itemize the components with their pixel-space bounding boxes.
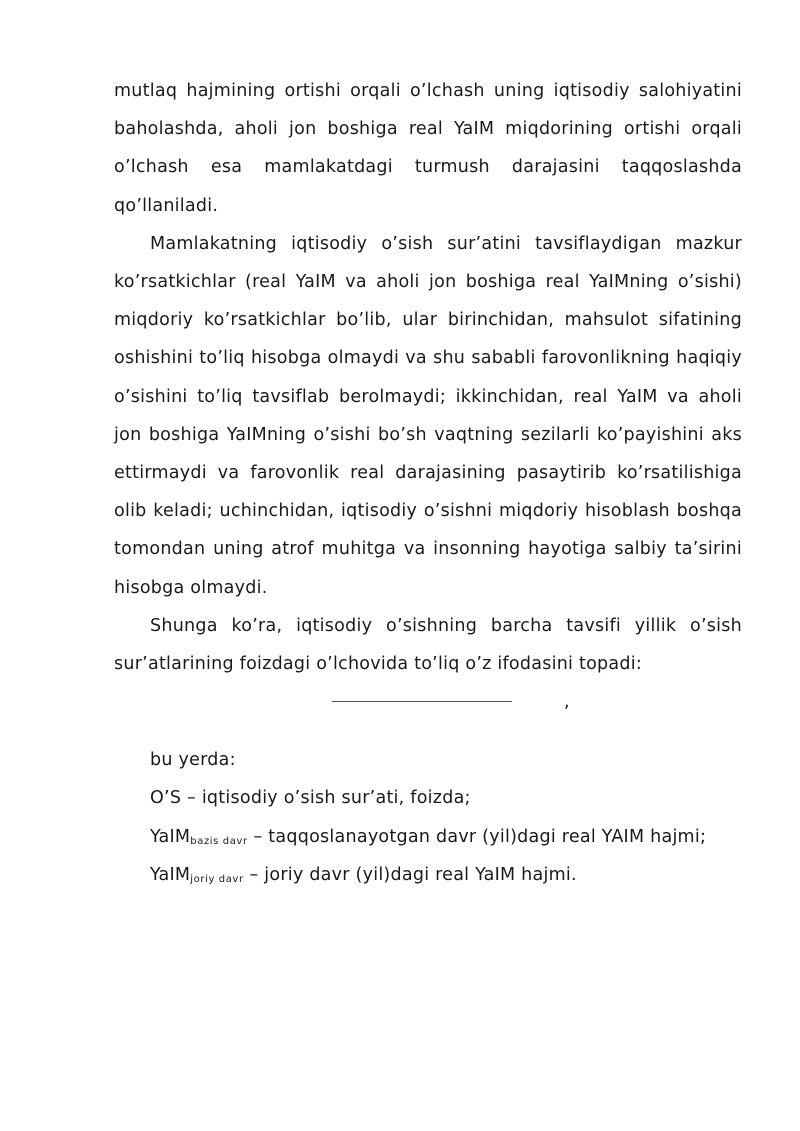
paragraph-indicators: Mamlakatning iqtisodiy o’sish sur’atini tavsiflaydigan mazkur ko’rsatkichlar (real YaIM va aholi jon boshiga real YaIMning o’sishi) miqdoriy ko’rsatkichlar bo’lib, ular birinchidan, mahsulot sifatining oshishini to’liq hisobga olmaydi va shu sababli farovonlikning haqiqiy o’sishini to’liq tavsiflab berolmaydi; ikkinchidan, real YaIM va aholi jon boshiga YaIMning o’sishi bo’sh vaqtning sezilarli ko’payishini aks ettirmaydi va farovonlik real darajasining pasaytirib ko’rsatilishiga olib keladi; uchinchidan, iqtisodiy o’sishni miqdoriy hisoblash boshqa tomondan uning atrof muhitga va insonning hayotiga salbiy ta’sirini hisobga olmaydi. — [114, 233, 742, 598]
description-current-gdp: – joriy davr (yil)dagi real YaIM hajmi. — [243, 864, 577, 885]
term-current-gdp: YaIM — [150, 864, 191, 885]
formula-block — [114, 683, 742, 741]
fraction-line — [332, 701, 512, 702]
formula-comma: , — [564, 692, 570, 713]
definitions-intro: bu yerda: — [150, 750, 236, 771]
definition-base-gdp — [114, 818, 742, 856]
term-base-gdp: YaIM — [150, 826, 191, 847]
document-page — [114, 72, 742, 894]
paragraph-continuation: mutlaq hajmining ortishi orqali o’lchash uning iqtisodiy salohiyatini baholashda, aholi jon boshiga real YaIM miqdorining ortishi orqali o’lchash esa mamlakatdagi turmush darajasini taqqoslashda qo’llaniladi. — [114, 81, 742, 216]
definition-current-gdp — [114, 856, 742, 894]
subscript-base-period: bazis davr — [190, 835, 248, 847]
definition-os: O’S – iqtisodiy o’sish sur’ati, foizda; — [150, 788, 471, 809]
subscript-current-period: joriy davr — [190, 873, 244, 885]
paragraph-growth-rate-intro: Shunga ko’ra, iqtisodiy o’sishning barcha tavsifi yillik o’sish sur’atlarining foizdagi o’lchovida to’liq o’z ifodasini topadi: — [114, 615, 742, 675]
description-base-gdp: – taqqoslanayotgan davr (yil)dagi real YAIM hajmi; — [247, 826, 707, 847]
